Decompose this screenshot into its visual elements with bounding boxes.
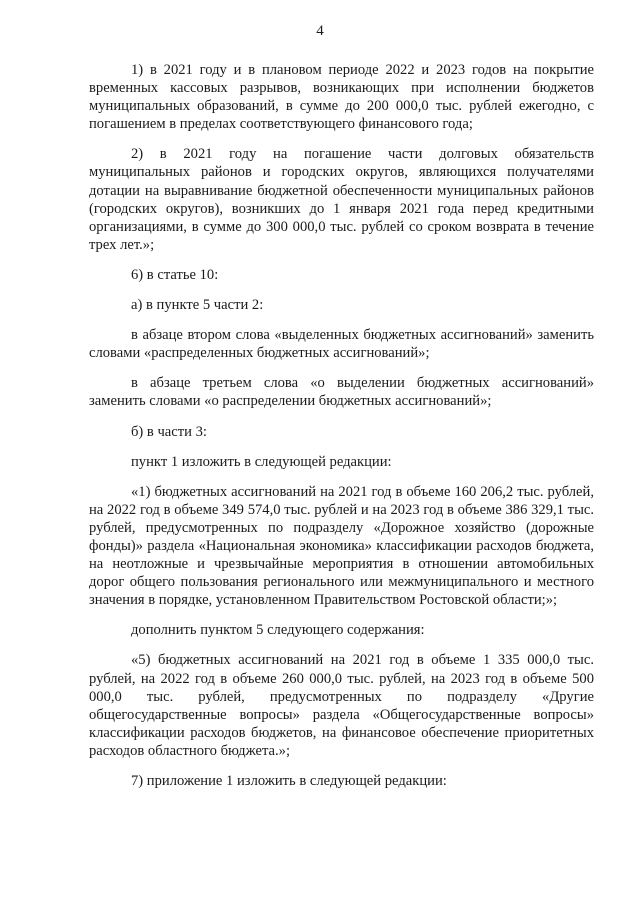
paragraph-third-abzac: в абзаце третьем слова «о выделении бюджетных ассигнований» заменить словами «о распределении бюджетных ассигнований»; <box>89 375 594 410</box>
document-body <box>89 61 594 802</box>
paragraph-second-abzac: в абзаце втором слова «выделенных бюджетных ассигнований» заменить словами «распределенных бюджетных ассигнований»; <box>89 327 594 362</box>
paragraph-point-1-text: «1) бюджетных ассигнований на 2021 год в объеме 160 206,2 тыс. рублей, на 2022 год в объеме 349 574,0 тыс. рублей и на 2023 год в объеме 386 329,1 тыс. рублей, предусмотренных по подразделу «Дорожное хозяйство (дорожные фонды)» раздела «Национальная экономика» классификации расходов бюджета, на неотложные и чрезвычайные мероприятия в отношении автомобильных дорог общего пользования регионального или межмуниципального и местного значения в порядке, установленном Правительством Ростовской области;»; <box>89 483 594 609</box>
paragraph-part-3: б) в части 3: <box>131 423 207 440</box>
paragraph-point-5-text: «5) бюджетных ассигнований на 2021 год в объеме 1 335 000,0 тыс. рублей, на 2022 год в объеме 260 000,0 тыс. рублей, на 2023 год в объеме 500 000,0 тыс. рублей, предусмотренных по подразделу «Другие общегосударственные вопросы» раздела «Общегосударственные вопросы» классификации расходов бюджетов, на финансовое обеспечение приоритетных расходов областного бюджета.»; <box>89 652 594 759</box>
paragraph-item-1: 1) в 2021 году и в плановом периоде 2022 и 2023 годов на покрытие временных кассовых разрывов, возникающих при исполнении бюджетов муниципальных образований, в сумме до 200 000,0 тыс. рублей ежегодно, с погашением в пределах соответствующего финансового года; <box>89 62 594 133</box>
paragraph-point-5-intro: дополнить пунктом 5 следующего содержания: <box>131 622 425 639</box>
paragraph-article-10: 6) в статье 10: <box>131 266 219 283</box>
paragraph-point-1-intro: пункт 1 изложить в следующей редакции: <box>131 453 392 470</box>
paragraph-item-2: 2) в 2021 году на погашение части долговых обязательств муниципальных районов и городских округов, являющихся получателями дотации на выравнивание бюджетной обеспеченности муниципальных районов (городских округов), возникших до 1 января 2021 года перед кредитными организациями, в сумме до 300 000,0 тыс. рублей со сроком возврата в течение трех лет.»; <box>89 146 594 253</box>
page-number: 4 <box>316 23 324 39</box>
paragraph-point-5-part-2: а) в пункте 5 части 2: <box>131 297 264 314</box>
paragraph-appendix-1: 7) приложение 1 изложить в следующей редакции: <box>131 773 447 789</box>
